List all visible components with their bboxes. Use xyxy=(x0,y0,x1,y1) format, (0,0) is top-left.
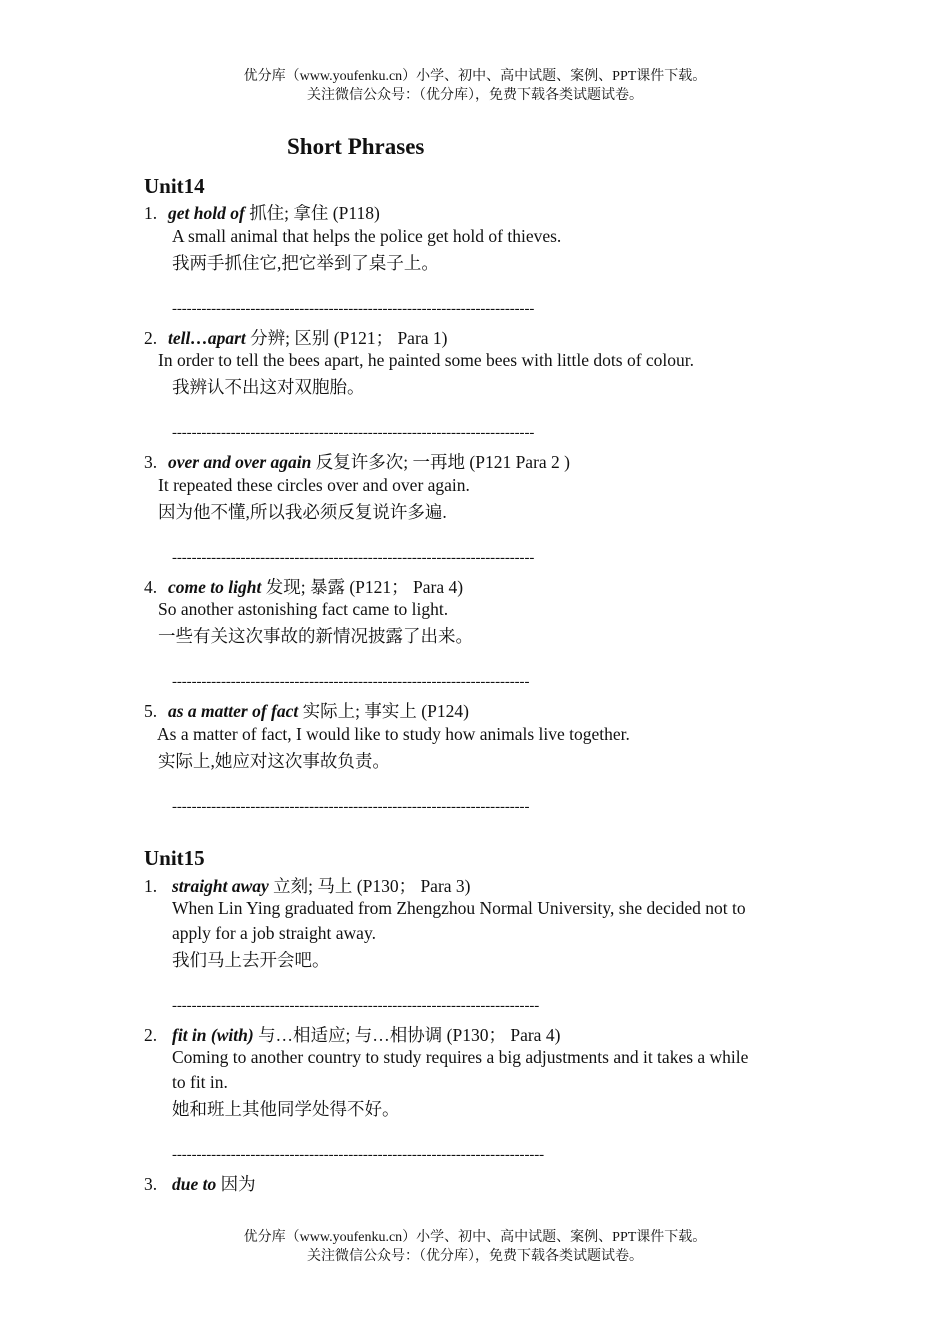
phrase-meaning: 立刻; 马上 (P130； Para 3) xyxy=(268,876,471,896)
phrase-meaning: 实际上; 事实上 (P124) xyxy=(298,701,469,721)
item-number: 3. xyxy=(144,1174,158,1194)
unit14-item1-answer-line: -------------------------------------------------------------------------- xyxy=(172,301,535,317)
phrase-term: come to light xyxy=(168,577,262,597)
unit15-item2-translation: 她和班上其他同学处得不好。 xyxy=(172,1099,400,1119)
unit15-item1-answer-line: --------------------------------------------------------------------------- xyxy=(172,998,540,1014)
item-number: 5. xyxy=(144,701,158,721)
phrase-meaning: 与…相适应; 与…相协调 (P130； Para 4) xyxy=(253,1025,561,1045)
unit15-heading: Unit15 xyxy=(144,846,205,870)
item-number: 4. xyxy=(144,577,158,597)
item-number: 3. xyxy=(144,452,158,472)
unit14-item4-example: So another astonishing fact came to light. xyxy=(158,599,449,619)
unit14-item3-phrase xyxy=(144,449,570,474)
item-number: 1. xyxy=(144,203,158,223)
phrase-term: get hold of xyxy=(168,203,245,223)
page-header xyxy=(0,67,950,105)
phrase-term: due to xyxy=(172,1174,217,1194)
unit15-item2-answer-line: ---------------------------------------------------------------------------- xyxy=(172,1147,545,1163)
phrase-term: straight away xyxy=(172,876,269,896)
unit14-item5-translation: 实际上,她应对这次事故负责。 xyxy=(158,751,390,771)
unit15-item1-example-line1: When Lin Ying graduated from Zhengzhou Normal University, she decided not to xyxy=(172,898,746,918)
item-number: 1. xyxy=(144,876,158,896)
header-line-2: 关注微信公众号：（优分库），免费下载各类试题试卷。 xyxy=(307,88,643,103)
unit14-item4-translation: 一些有关这次事故的新情况披露了出来。 xyxy=(158,626,473,646)
unit14-item2-example: In order to tell the bees apart, he painted some bees with little dots of colour. xyxy=(158,350,695,370)
phrase-meaning: 反复许多次; 一再地 (P121 Para 2 ) xyxy=(311,452,571,472)
unit14-item1-phrase xyxy=(144,200,380,225)
unit14-item2-answer-line: -------------------------------------------------------------------------- xyxy=(172,425,535,441)
footer-line-2: 关注微信公众号：（优分库），免费下载各类试题试卷。 xyxy=(307,1249,643,1264)
unit14-item1-translation: 我两手抓住它,把它举到了桌子上。 xyxy=(172,253,439,273)
unit14-item3-translation: 因为他不懂,所以我必须反复说许多遍. xyxy=(158,502,447,522)
item-number: 2. xyxy=(144,328,158,348)
unit14-item1-example: A small animal that helps the police get hold of thieves. xyxy=(172,226,562,246)
unit14-item5-phrase xyxy=(144,698,469,723)
phrase-meaning: 发现; 暴露 (P121； Para 4) xyxy=(261,577,464,597)
page-footer xyxy=(0,1228,950,1266)
phrase-term: over and over again xyxy=(168,452,312,472)
footer-line-1: 优分库（www.youfenku.cn）小学、初中、高中试题、案例、PPT课件下载。 xyxy=(243,1230,707,1245)
unit15-item2-example-line1: Coming to another country to study requires a big adjustments and it takes a while xyxy=(172,1047,749,1067)
phrase-term: tell…apart xyxy=(168,328,246,348)
document-title: Short Phrases xyxy=(287,134,425,159)
phrase-meaning: 分辨; 区别 (P121； Para 1) xyxy=(245,328,448,348)
phrase-meaning: 抓住; 拿住 (P118) xyxy=(244,203,380,223)
item-number: 2. xyxy=(144,1025,158,1045)
unit14-item4-phrase xyxy=(144,574,463,599)
unit15-item2-phrase xyxy=(144,1022,560,1047)
unit14-item5-example: As a matter of fact, I would like to study how animals live together. xyxy=(157,724,630,744)
phrase-meaning: 因为 xyxy=(216,1174,256,1194)
unit14-item2-translation: 我辨认不出这对双胞胎。 xyxy=(172,377,365,397)
phrase-term: fit in (with) xyxy=(172,1025,254,1045)
unit15-item3-phrase xyxy=(144,1171,256,1196)
unit15-item1-example-line2: apply for a job straight away. xyxy=(172,923,376,943)
unit15-item2-example-line2: to fit in. xyxy=(172,1072,228,1092)
unit14-item3-example: It repeated these circles over and over again. xyxy=(158,475,470,495)
header-line-1: 优分库（www.youfenku.cn）小学、初中、高中试题、案例、PPT课件下载。 xyxy=(243,69,707,84)
unit15-item1-translation: 我们马上去开会吧。 xyxy=(172,950,330,970)
unit14-item2-phrase xyxy=(144,325,448,350)
unit15-item1-phrase xyxy=(144,873,471,898)
unit14-item5-answer-line: ------------------------------------------------------------------------- xyxy=(172,799,530,815)
unit14-item4-answer-line: ------------------------------------------------------------------------- xyxy=(172,674,530,690)
unit14-item3-answer-line: -------------------------------------------------------------------------- xyxy=(172,550,535,566)
phrase-term: as a matter of fact xyxy=(168,701,299,721)
unit14-heading: Unit14 xyxy=(144,174,205,198)
